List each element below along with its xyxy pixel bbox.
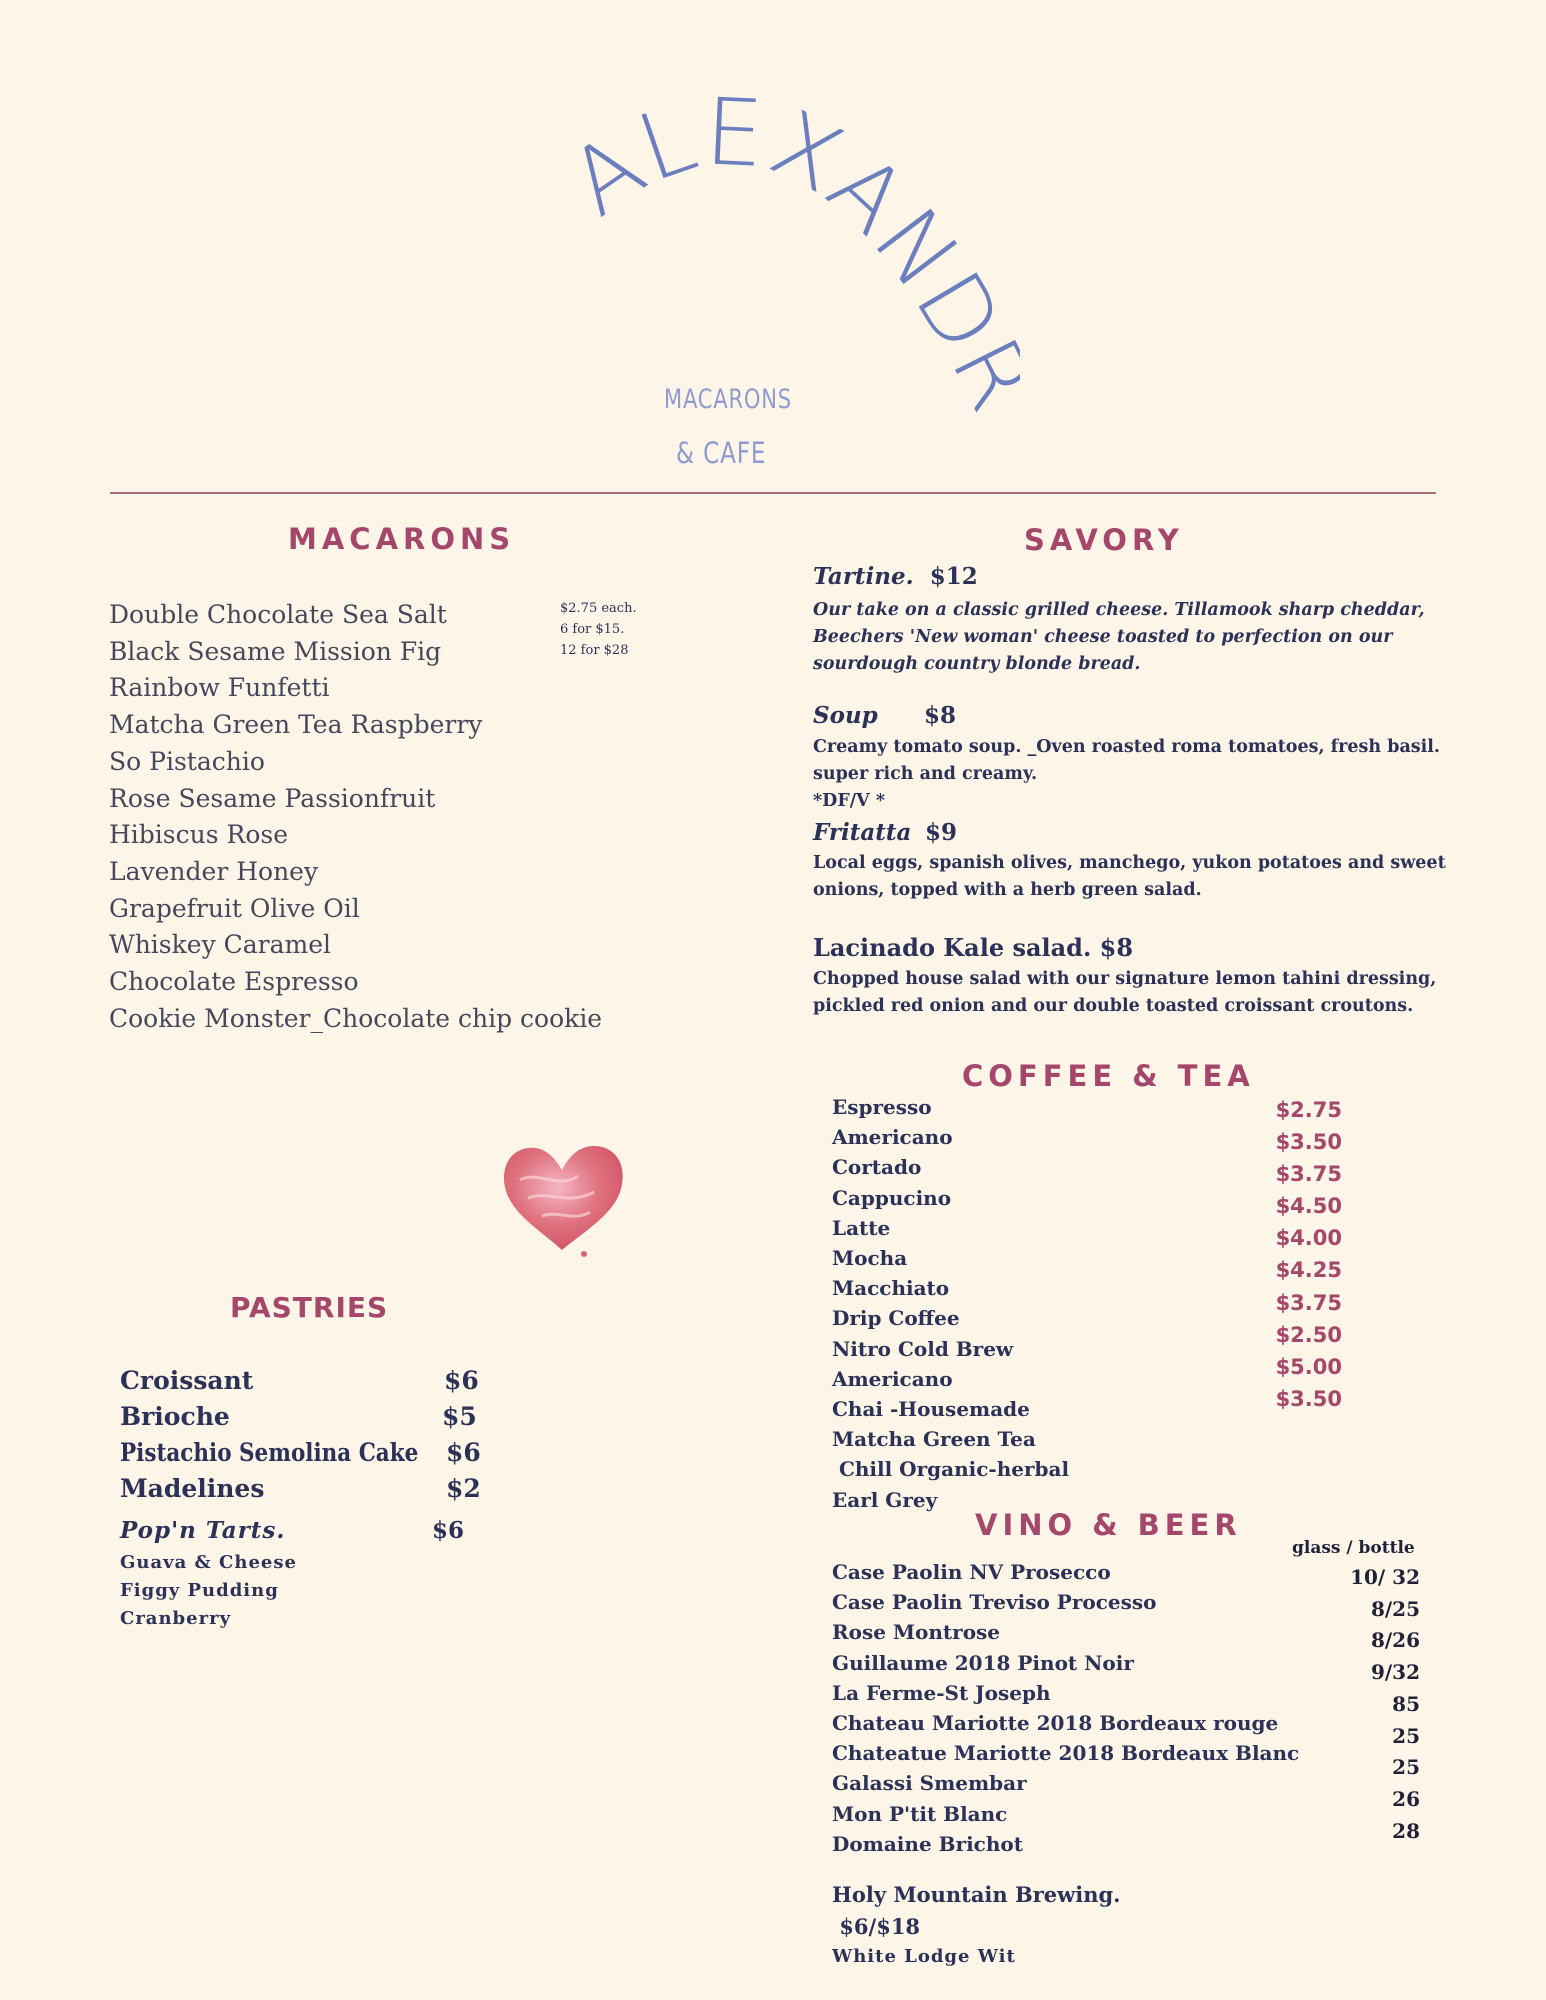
list-item: Case Paolin Treviso Processo — [832, 1590, 1157, 1615]
pastry-row — [120, 1402, 480, 1431]
price: $3.50 — [1275, 1386, 1342, 1411]
macarons-heading: MACARONS — [288, 522, 516, 556]
vino-col-header: glass / bottle — [1292, 1538, 1415, 1558]
pastry-price: $5 — [442, 1402, 477, 1431]
list-item: Grapefruit Olive Oil — [109, 893, 360, 923]
price: 26 — [1392, 1786, 1420, 1811]
list-item: Espresso — [832, 1095, 932, 1119]
list-item: Rose Montrose — [832, 1620, 1001, 1645]
pastry-name: Croissant — [120, 1366, 254, 1395]
list-item: Chocolate Espresso — [109, 967, 359, 997]
price: $4.50 — [1275, 1194, 1342, 1219]
price: 25 — [1392, 1755, 1420, 1780]
pastry-name: Madelines — [120, 1474, 265, 1503]
desc-line: super rich and creamy. — [813, 764, 1038, 784]
soup-desc — [813, 734, 1440, 815]
desc-line: sourdough country blonde bread. — [813, 654, 1141, 674]
list-item: Domaine Brichot — [832, 1831, 1023, 1856]
pastry-row — [120, 1474, 480, 1503]
heart-icon — [498, 1140, 630, 1262]
coffee-list — [832, 1092, 1069, 1515]
macarons-price-note — [560, 598, 637, 661]
price: 25 — [1392, 1723, 1420, 1748]
price: 85 — [1392, 1691, 1420, 1716]
beer-name: Holy Mountain Brewing. — [832, 1882, 1121, 1907]
list-item: La Ferme-St Joseph — [832, 1680, 1051, 1705]
pastry-row — [120, 1438, 480, 1467]
list-item: Chateatue Mariotte 2018 Bordeaux Blanc — [832, 1741, 1300, 1766]
desc-line: Chopped house salad with our signature lemon tahini dressing, — [813, 969, 1437, 989]
list-item: Guillaume 2018 Pinot Noir — [832, 1650, 1134, 1675]
list-item: Cortado — [832, 1155, 922, 1180]
list-item: Whiskey Caramel — [109, 930, 332, 960]
price: 9/32 — [1370, 1660, 1420, 1685]
poptarts-name: Pop'n Tarts. — [120, 1517, 286, 1544]
pastry-name: Brioche — [120, 1402, 230, 1431]
list-item: Hibiscus Rose — [109, 820, 289, 850]
list-item: Cappucino — [832, 1185, 952, 1210]
flavor-item: Figgy Pudding — [120, 1580, 279, 1601]
vino-list — [832, 1557, 1299, 1859]
list-item: Latte — [832, 1215, 891, 1240]
soup-price: $8 — [924, 702, 957, 729]
price: $4.00 — [1275, 1226, 1342, 1251]
list-item: Matcha Green Tea — [832, 1427, 1036, 1452]
price: $5.00 — [1275, 1354, 1342, 1379]
tartine-desc — [813, 597, 1425, 678]
coffee-prices — [1270, 1094, 1342, 1415]
flavor-item: Guava & Cheese — [120, 1552, 297, 1573]
price: 8/26 — [1370, 1628, 1420, 1653]
desc-line: *DF/V * — [813, 791, 885, 811]
price-note-line: 6 for $15. — [560, 622, 625, 637]
kale-title: Lacinado Kale salad. $8 — [813, 933, 1134, 962]
header-divider — [110, 492, 1436, 494]
list-item: Nitro Cold Brew — [832, 1336, 1014, 1361]
desc-line: Our take on a classic grilled cheese. Tillamook sharp cheddar, — [813, 600, 1425, 620]
list-item: Rose Sesame Passionfruit — [109, 783, 436, 813]
flavor-item: Cranberry — [120, 1608, 232, 1629]
price-note-line: 12 for $28 — [560, 643, 629, 658]
list-item: Macchiato — [832, 1276, 950, 1301]
list-item: Lavender Honey — [109, 856, 319, 886]
pastry-name: Pistachio Semolina Cake — [120, 1438, 419, 1467]
list-item: So Pistachio — [109, 746, 265, 776]
pastry-price: $2 — [446, 1474, 481, 1503]
list-item: Cookie Monster_Chocolate chip cookie — [109, 1003, 603, 1033]
desc-line: pickled red onion and our double toasted croissant croutons. — [813, 996, 1414, 1016]
tartine-title — [813, 563, 978, 590]
fritatta-desc — [813, 850, 1446, 904]
list-item: Case Paolin NV Prosecco — [832, 1560, 1111, 1584]
tartine-price: $12 — [929, 563, 978, 590]
list-item: Matcha Green Tea Raspberry — [109, 710, 483, 740]
kale-desc — [813, 966, 1436, 1020]
pastry-price: $6 — [446, 1438, 481, 1467]
fritatta-title — [813, 819, 958, 846]
pastries-heading: PASTRIES — [230, 1291, 389, 1324]
price: 28 — [1392, 1818, 1420, 1843]
beer-style: White Lodge Wit — [832, 1946, 1016, 1967]
fritatta-name: Fritatta — [813, 819, 912, 846]
beer-price: $6/$18 — [832, 1914, 921, 1939]
macarons-list — [109, 597, 602, 1037]
tartine-name: Tartine. — [813, 563, 914, 590]
logo-name: ALEXAND — [550, 78, 1020, 371]
soup-title — [813, 702, 957, 729]
savory-heading: SAVORY — [1024, 523, 1184, 557]
desc-line: Creamy tomato soup. _Oven roasted roma tomatoes, fresh basil. — [813, 737, 1441, 757]
logo-arc-text — [540, 70, 1020, 490]
poptarts-price: $6 — [432, 1517, 465, 1544]
pastry-row — [120, 1366, 480, 1395]
pastry-price: $6 — [444, 1366, 479, 1395]
list-item: Drip Coffee — [832, 1306, 960, 1331]
vino-prices — [1252, 1562, 1420, 1847]
list-item: Chai -Housemade — [832, 1397, 1030, 1422]
price: $3.50 — [1275, 1130, 1342, 1155]
price: $2.50 — [1275, 1322, 1342, 1347]
list-item: Americano — [832, 1366, 953, 1391]
desc-line: Local eggs, spanish olives, manchego, yukon potatoes and sweet — [813, 853, 1446, 873]
list-item: Mocha — [832, 1246, 908, 1271]
logo-sub-macarons: MACARONS — [664, 384, 792, 415]
fritatta-price: $9 — [925, 819, 958, 846]
list-item: Chateau Mariotte 2018 Bordeaux rouge — [832, 1711, 1279, 1736]
list-item: Black Sesame Mission Fig — [109, 636, 442, 666]
desc-line: Beechers 'New woman' cheese toasted to perfection on our — [813, 627, 1393, 647]
price: $4.25 — [1275, 1258, 1342, 1283]
poptarts-flavors — [120, 1549, 297, 1633]
list-item: Mon P'tit Blanc — [832, 1801, 1008, 1826]
price: $3.75 — [1275, 1290, 1342, 1315]
price: $3.75 — [1275, 1162, 1342, 1187]
logo-sub-cafe: & CAFE — [676, 436, 767, 470]
list-item: Americano — [832, 1125, 953, 1150]
list-item: Galassi Smembar — [832, 1771, 1027, 1796]
list-item: Rainbow Funfetti — [109, 673, 330, 703]
soup-name: Soup — [813, 702, 878, 729]
vino-heading: VINO & BEER — [975, 1508, 1242, 1542]
list-item: Double Chocolate Sea Salt — [109, 600, 447, 629]
logo — [540, 70, 1020, 490]
svg-text:ALEXANDRAS — [540, 70, 1020, 425]
desc-line: onions, topped with a herb green salad. — [813, 880, 1202, 900]
price: 10/ 32 — [1350, 1565, 1420, 1589]
poptarts-row — [120, 1517, 480, 1544]
price: 8/25 — [1370, 1596, 1420, 1621]
list-item: Earl Grey — [832, 1487, 938, 1512]
list-item: Chill Organic-herbal — [832, 1457, 1070, 1482]
price: $2.75 — [1275, 1098, 1342, 1122]
coffee-heading: COFFEE & TEA — [962, 1059, 1255, 1093]
price-note-line: $2.75 each. — [560, 601, 637, 616]
